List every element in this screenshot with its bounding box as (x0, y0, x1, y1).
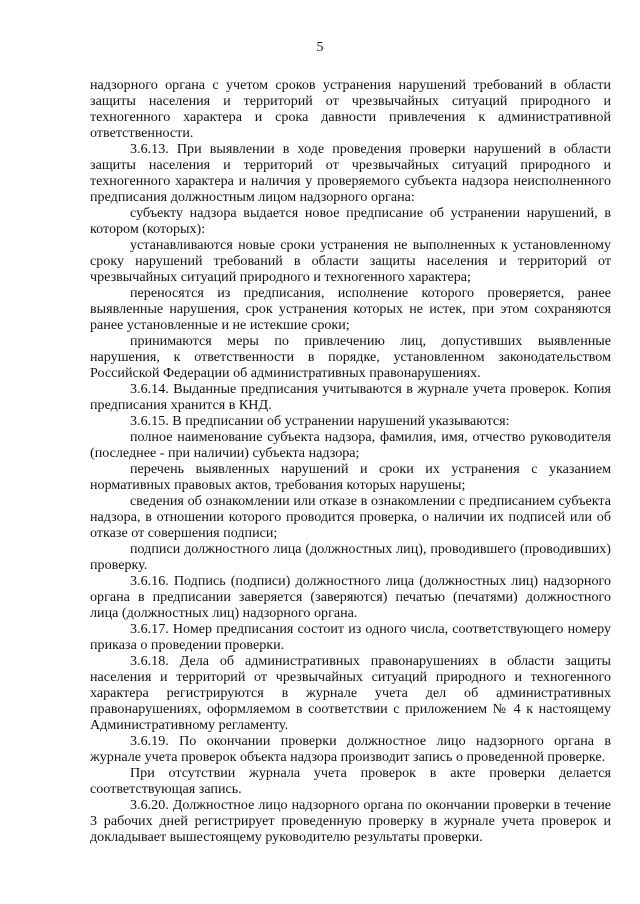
paragraph: При отсутствии журнала учета проверок в акте проверки делается соответствующая запись. (90, 765, 611, 797)
paragraph: субъекту надзора выдается новое предписание об устранении нарушений, в котором (которых): (90, 205, 611, 237)
paragraph-3-6-14: 3.6.14. Выданные предписания учитываются в журнале учета проверок. Копия предписания хранится в КНД. (90, 381, 611, 413)
paragraph-3-6-13: 3.6.13. При выявлении в ходе проведения проверки нарушений в области защиты населения и территорий от чрезвычайных ситуаций природного и техногенного характера и наличия у проверяемого субъекта надзора неисполненного предписания должностным лицом надзорного органа: (90, 141, 611, 205)
paragraph-3-6-19: 3.6.19. По окончании проверки должностное лицо надзорного органа в журнале учета проверок объекта надзора производит запись о проведенной проверке. (90, 733, 611, 765)
document-body (90, 77, 611, 845)
paragraph: принимаются меры по привлечению лиц, допустивших выявленные нарушения, к ответственности в порядке, установленном законодательством Российской Федерации об административных правонарушениях. (90, 333, 611, 381)
paragraph-3-6-20: 3.6.20. Должностное лицо надзорного органа по окончании проверки в течение 3 рабочих дней регистрирует проведенную проверку в журнале учета проверок и докладывает вышестоящему руководителю результаты проверки. (90, 797, 611, 845)
paragraph: переносятся из предписания, исполнение которого проверяется, ранее выявленные нарушения, срок устранения которых не истек, при этом сохраняются ранее установленные и не истекшие сроки; (90, 285, 611, 333)
paragraph-3-6-18: 3.6.18. Дела об административных правонарушениях в области защиты населения и территорий от чрезвычайных ситуаций природного и техногенного характера регистрируются в журнале учета дел об административных правонарушениях, оформляемом в соответствии с приложением № 4 к настоящему Административному регламенту. (90, 653, 611, 733)
paragraph: устанавливаются новые сроки устранения не выполненных к установленному сроку нарушений требований в области защиты населения и территорий от чрезвычайных ситуаций природного и техногенного характера; (90, 237, 611, 285)
page-number: 5 (316, 40, 324, 55)
paragraph: полное наименование субъекта надзора, фамилия, имя, отчество руководителя (последнее - при наличии) субъекта надзора; (90, 429, 611, 461)
paragraph-3-6-17: 3.6.17. Номер предписания состоит из одного числа, соответствующего номеру приказа о проведении проверки. (90, 621, 611, 653)
paragraph-3-6-15: 3.6.15. В предписании об устранении нарушений указываются: (130, 413, 510, 429)
paragraph-3-6-16: 3.6.16. Подпись (подписи) должностного лица (должностных лиц) надзорного органа в предписании заверяется (заверяются) печатью (печатями) должностного лица (должностных лиц) надзорного органа. (90, 573, 611, 621)
paragraph: надзорного органа с учетом сроков устранения нарушений требований в области защиты населения и территорий от чрезвычайных ситуаций природного и техногенного характера и срока давности привлечения к административной ответственности. (90, 77, 611, 141)
paragraph: подписи должностного лица (должностных лиц), проводившего (проводивших) проверку. (90, 541, 611, 573)
paragraph: сведения об ознакомлении или отказе в ознакомлении с предписанием субъекта надзора, в отношении которого проводится проверка, о наличии их подписей или об отказе от совершения подписи; (90, 493, 611, 541)
paragraph: перечень выявленных нарушений и сроки их устранения с указанием нормативных правовых актов, требования которых нарушены; (90, 461, 611, 493)
